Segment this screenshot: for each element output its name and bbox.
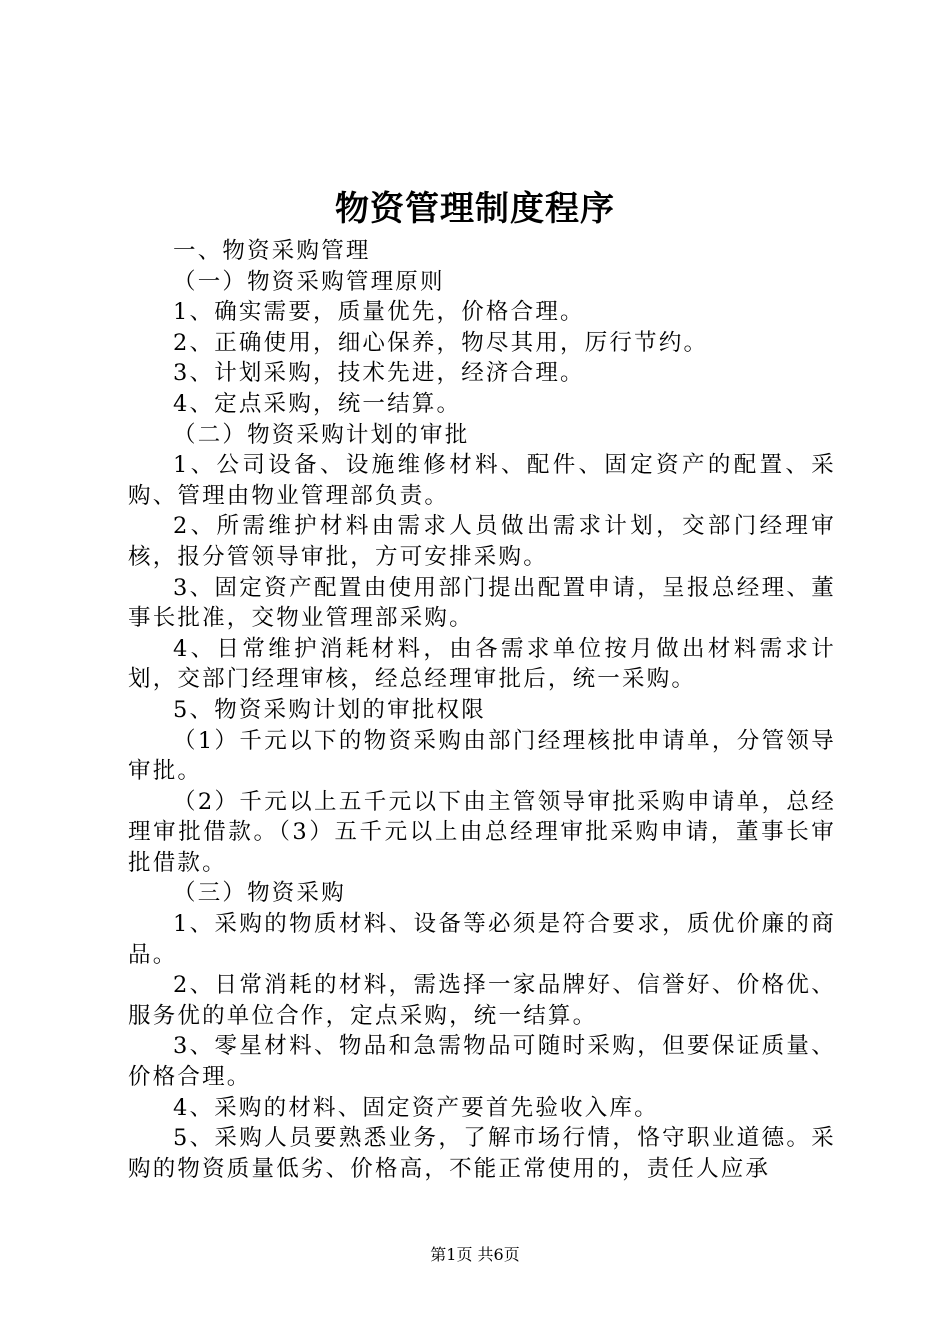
paragraph: 2、正确使用，细心保养，物尽其用，厉行节约。 bbox=[173, 329, 709, 356]
paragraph: （1）千元以下的物资采购由部门经理核批申请单，分管领导审批。 bbox=[128, 727, 836, 785]
page-footer: 第1页 共6页 bbox=[430, 1245, 520, 1264]
document-title: 物资管理制度程序 bbox=[335, 189, 615, 229]
document-body bbox=[128, 236, 836, 1184]
paragraph: 2、所需维护材料由需求人员做出需求计划，交部门经理审核，报分管领导审批，方可安排采购。 bbox=[128, 513, 836, 570]
paragraph: 3、固定资产配置由使用部门提出配置申请，呈报总经理、董事长批准，交物业管理部采购。 bbox=[128, 574, 836, 632]
paragraph: 4、日常维护消耗材料，由各需求单位按月做出材料需求计划，交部门经理审核，经总经理审批后，统一采购。 bbox=[128, 635, 836, 693]
paragraph: 5、物资采购计划的审批权限 bbox=[173, 696, 486, 723]
paragraph: 4、采购的材料、固定资产要首先验收入库。 bbox=[173, 1094, 659, 1121]
section-heading: 一、物资采购管理 bbox=[173, 238, 371, 264]
subsection-heading: （一）物资采购管理原则 bbox=[173, 268, 445, 295]
paragraph: 4、定点采购，统一结算。 bbox=[173, 390, 462, 417]
paragraph: 3、零星材料、物品和急需物品可随时采购，但要保证质量、价格合理。 bbox=[128, 1033, 836, 1091]
paragraph: 5、采购人员要熟悉业务，了解市场行情，恪守职业道德。采购的物资质量低劣、价格高，不能正常使用的，责任人应承 bbox=[128, 1125, 836, 1182]
paragraph: 1、公司设备、设施维修材料、配件、固定资产的配置、采购、管理由物业管理部负责。 bbox=[128, 452, 836, 509]
paragraph: 1、采购的物质材料、设备等必须是符合要求，质优价廉的商品。 bbox=[128, 911, 836, 968]
paragraph: （2）千元以上五千元以下由主管领导审批采购申请单，总经理审批借款。（3）五千元以上由总经理审批采购申请，董事长审批借款。 bbox=[128, 788, 836, 876]
subsection-heading: （三）物资采购 bbox=[173, 880, 346, 907]
subsection-heading: （二）物资采购计划的审批 bbox=[173, 421, 470, 448]
paragraph: 1、确实需要，质量优先，价格合理。 bbox=[173, 299, 585, 326]
paragraph: 3、计划采购，技术先进，经济合理。 bbox=[173, 360, 585, 387]
paragraph: 2、日常消耗的材料，需选择一家品牌好、信誉好、价格优、服务优的单位合作，定点采购，统一结算。 bbox=[128, 972, 836, 1029]
